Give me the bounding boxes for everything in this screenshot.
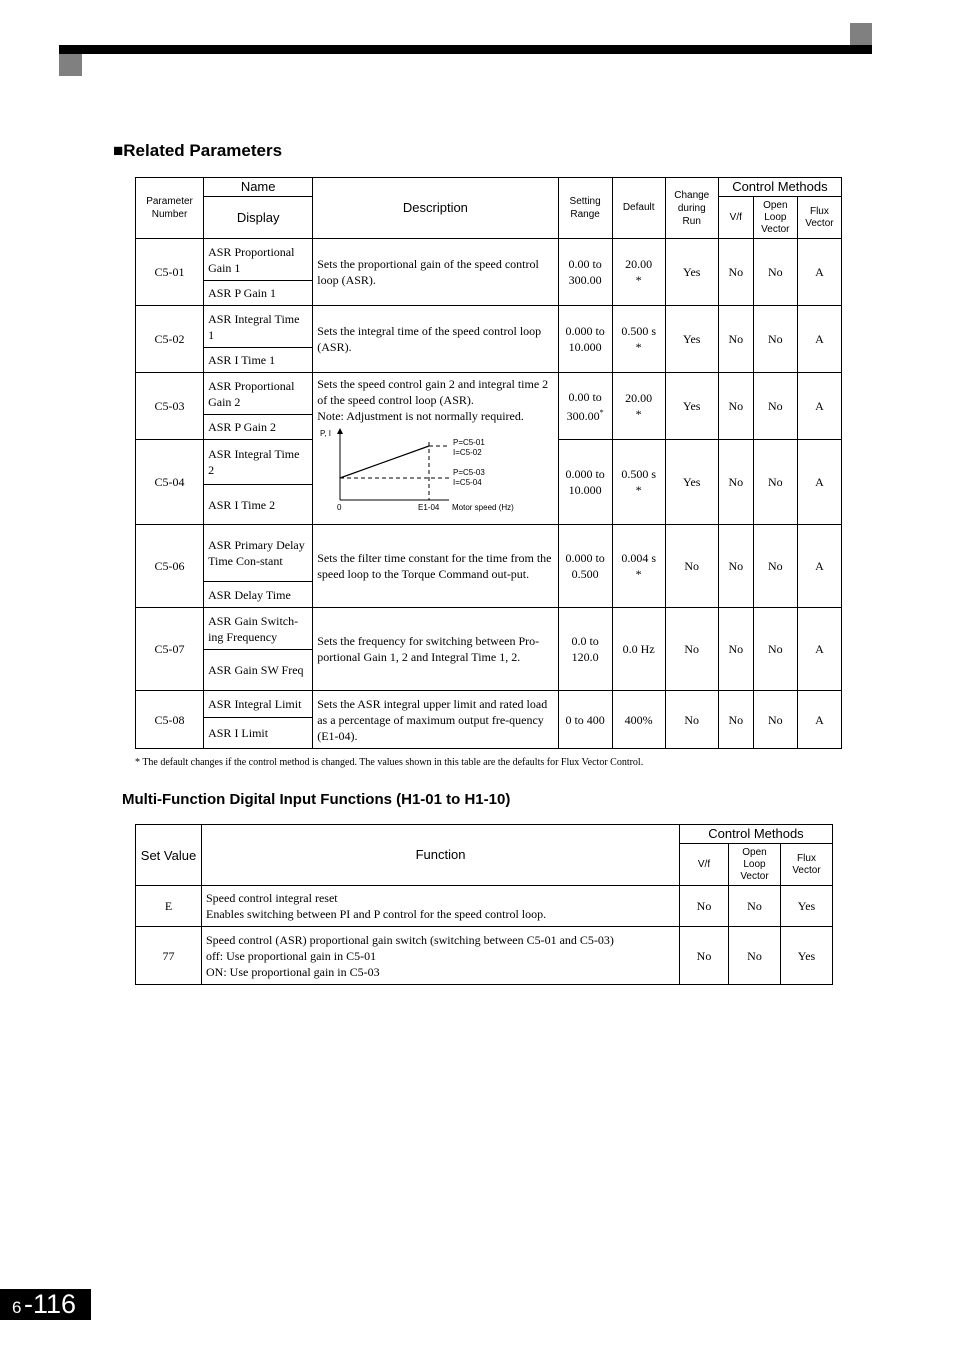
default-value: 0.500 s * — [612, 306, 665, 373]
change-during-run: No — [665, 608, 718, 691]
c5-03-note: Note: Adjustment is not normally required. — [317, 409, 524, 423]
flux-vector: A — [797, 306, 841, 373]
vf: No — [718, 239, 753, 306]
set-value: E — [136, 886, 202, 927]
asr-gain-graph — [317, 426, 557, 516]
graph-lower-label-2: I=C5-04 — [453, 478, 482, 487]
graph-upper-label-2: I=C5-02 — [453, 448, 482, 457]
graph-upper-label-1: P=C5-01 — [453, 438, 486, 447]
page-number — [0, 1289, 91, 1320]
vf: No — [680, 927, 729, 985]
header-description: Description — [313, 178, 558, 239]
graph-y-arrow — [337, 428, 343, 434]
param-name: ASR Integral Time 2 — [204, 440, 313, 485]
header-set-value: Set Value — [136, 825, 202, 886]
change-during-run: Yes — [665, 440, 718, 525]
flux-vector: A — [797, 440, 841, 525]
param-display: ASR P Gain 2 — [204, 415, 313, 440]
page-num: -116 — [24, 1289, 77, 1319]
open-loop-vector: No — [753, 306, 797, 373]
graph-x-label: Motor speed (Hz) — [452, 503, 515, 512]
vf: No — [718, 373, 753, 440]
param-description: Sets the integral time of the speed control loop (ASR). — [313, 306, 558, 373]
function-description: Speed control (ASR) proportional gain switch (switching between C5-01 and C5-03) off: Use proportional gain in C5-01 ON: Use proportional gain in C5-03 — [202, 927, 680, 985]
flux-vector: Yes — [781, 886, 833, 927]
setting-range: 0 to 400 — [558, 691, 612, 749]
param-number: C5-02 — [136, 306, 204, 373]
default-value: 0.004 s * — [612, 525, 665, 608]
param-name: ASR Primary Delay Time Con-stant — [204, 525, 313, 582]
open-loop-vector: No — [753, 608, 797, 691]
param-number: C5-01 — [136, 239, 204, 306]
vf: No — [718, 691, 753, 749]
flux-vector: A — [797, 608, 841, 691]
change-during-run: Yes — [665, 239, 718, 306]
param-number: C5-08 — [136, 691, 204, 749]
graph-origin-label: 0 — [337, 503, 342, 512]
graph-x-mark: E1-04 — [418, 503, 440, 512]
c5-03-description-text: Sets the speed control gain 2 and integral time 2 of the speed control loop (ASR). — [317, 377, 549, 407]
flux-vector: A — [797, 691, 841, 749]
open-loop-vector: No — [729, 927, 781, 985]
vf: No — [718, 608, 753, 691]
vf: No — [718, 440, 753, 525]
default-value: 400% — [612, 691, 665, 749]
header-vf: V/f — [718, 197, 753, 239]
param-name: ASR Integral Time 1 — [204, 306, 313, 348]
header-control-methods: Control Methods — [718, 178, 841, 197]
param-name: ASR Proportional Gain 2 — [204, 373, 313, 415]
param-display: ASR I Time 2 — [204, 485, 313, 525]
header-vf: V/f — [680, 844, 729, 886]
change-during-run: No — [665, 691, 718, 749]
header-display: Display — [204, 197, 313, 239]
param-description: Sets the filter time constant for the time from the speed loop to the Torque Command out-put. — [313, 525, 558, 608]
open-loop-vector: No — [753, 525, 797, 608]
open-loop-vector: No — [753, 373, 797, 440]
header-open-loop-vector: Open Loop Vector — [753, 197, 797, 239]
header-param-number: Parameter Number — [136, 178, 204, 239]
param-description: Sets the ASR integral upper limit and rated load as a percentage of maximum output fre-quency (E1-04). — [313, 691, 558, 749]
set-value: 77 — [136, 927, 202, 985]
default-value: 0.500 s * — [612, 440, 665, 525]
param-number: C5-06 — [136, 525, 204, 608]
param-number: C5-04 — [136, 440, 204, 525]
param-display: ASR I Limit — [204, 718, 313, 749]
param-number: C5-07 — [136, 608, 204, 691]
graph-y-label: P, I — [320, 429, 332, 438]
setting-range: 0.000 to 10.000 — [558, 306, 612, 373]
section2-title: Multi-Function Digital Input Functions (H1-01 to H1-10) — [122, 791, 511, 808]
setting-range: 0.0 to 120.0 — [558, 608, 612, 691]
param-name: ASR Proportional Gain 1 — [204, 239, 313, 281]
header-setting-range: Setting Range — [558, 178, 612, 239]
related-parameters-table — [135, 177, 842, 749]
vf: No — [680, 886, 729, 927]
param-description — [313, 373, 558, 525]
open-loop-vector: No — [753, 691, 797, 749]
default-value: 0.0 Hz — [612, 608, 665, 691]
param-description: Sets the proportional gain of the speed control loop (ASR). — [313, 239, 558, 306]
header-flux-vector: Flux Vector — [797, 197, 841, 239]
header-bar — [59, 45, 872, 54]
page-chapter: 6 — [12, 1298, 22, 1317]
footnote: * The default changes if the control method is changed. The values shown in this table are the defaults for Flux Vector Control. — [135, 757, 644, 768]
change-during-run: Yes — [665, 373, 718, 440]
header-flux-vector: Flux Vector — [781, 844, 833, 886]
param-display: ASR Gain SW Freq — [204, 650, 313, 691]
header-square-left — [59, 54, 82, 76]
header-default: Default — [612, 178, 665, 239]
section-title: ■Related Parameters — [113, 141, 283, 160]
change-during-run: Yes — [665, 306, 718, 373]
param-display: ASR I Time 1 — [204, 348, 313, 373]
header-square-right — [850, 23, 872, 45]
open-loop-vector: No — [729, 886, 781, 927]
param-number: C5-03 — [136, 373, 204, 440]
setting-range: 0.00 to 300.00* — [558, 373, 612, 440]
param-display: ASR P Gain 1 — [204, 281, 313, 306]
param-description: Sets the frequency for switching between Pro-portional Gain 1, 2 and Integral Time 1, 2. — [313, 608, 558, 691]
setting-range: 0.000 to 10.000 — [558, 440, 612, 525]
header-change-during-run: Change during Run — [665, 178, 718, 239]
header-name: Name — [204, 178, 313, 197]
change-during-run: No — [665, 525, 718, 608]
open-loop-vector: No — [753, 239, 797, 306]
param-display: ASR Delay Time — [204, 582, 313, 608]
open-loop-vector: No — [753, 440, 797, 525]
flux-vector: A — [797, 373, 841, 440]
param-name: ASR Integral Limit — [204, 691, 313, 718]
function-description: Speed control integral reset Enables switching between PI and P control for the speed control loop. — [202, 886, 680, 927]
setting-range: 0.00 to 300.00 — [558, 239, 612, 306]
flux-vector: Yes — [781, 927, 833, 985]
graph-line — [340, 446, 429, 478]
digital-input-functions-table — [135, 824, 833, 985]
header-open-loop-vector: Open Loop Vector — [729, 844, 781, 886]
header-control-methods: Control Methods — [680, 825, 833, 844]
setting-range: 0.000 to 0.500 — [558, 525, 612, 608]
header-function: Function — [202, 825, 680, 886]
graph-lower-label-1: P=C5-03 — [453, 468, 486, 477]
flux-vector: A — [797, 239, 841, 306]
vf: No — [718, 306, 753, 373]
default-value: 20.00 * — [612, 373, 665, 440]
param-name: ASR Gain Switch-ing Frequency — [204, 608, 313, 650]
flux-vector: A — [797, 525, 841, 608]
default-value: 20.00 * — [612, 239, 665, 306]
vf: No — [718, 525, 753, 608]
